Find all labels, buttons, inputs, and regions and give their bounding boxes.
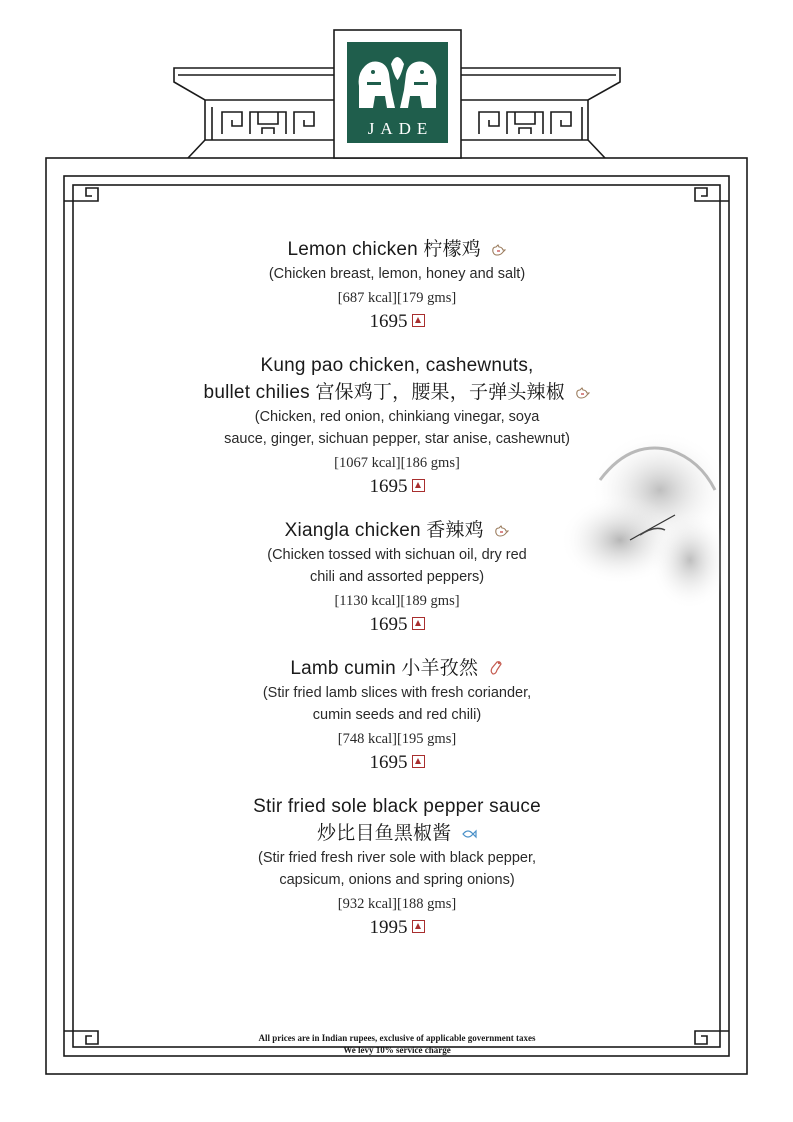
- dish-name-zh: 香辣鸡: [426, 520, 484, 541]
- non-veg-icon: [412, 755, 425, 768]
- service-charge-note: We levy 10% service charge: [343, 1045, 451, 1055]
- dish-nutrition: [748 kcal][195 gms]: [337, 731, 457, 747]
- non-veg-icon: [412, 617, 425, 630]
- lamb-leg-icon: [488, 660, 504, 676]
- dish-name-en: Stir fried sole black pepper sauce: [253, 796, 541, 817]
- non-veg-icon: [412, 314, 425, 327]
- dish-price-line: [150, 915, 644, 941]
- dish-description: chili and assorted peppers): [309, 569, 485, 585]
- dish-nutrition: [1067 kcal][186 gms]: [334, 455, 460, 471]
- footer-notes: [150, 1032, 644, 1056]
- menu-list: [150, 236, 644, 958]
- dish-price-line: [150, 750, 644, 776]
- menu-item: [150, 793, 644, 941]
- menu-item: [150, 655, 644, 776]
- guardian-lions-emblem: [351, 46, 444, 116]
- dish-description: (Chicken tossed with sichuan oil, dry red: [267, 547, 527, 563]
- dish-name-line2: [150, 379, 644, 406]
- dish-name-en: Lamb cumin: [290, 658, 396, 679]
- dish-name-en: Xiangla chicken: [284, 520, 421, 541]
- dish-name-en-cont: bullet chilies: [203, 382, 310, 403]
- dish-name-zh: 小羊孜然: [401, 658, 479, 679]
- dish-title: [150, 517, 644, 544]
- dish-name-en: Lemon chicken: [287, 239, 418, 260]
- jade-logo: [347, 42, 448, 143]
- dish-price: 1695: [369, 476, 408, 497]
- dish-title: [150, 655, 644, 682]
- dish-nutrition: [932 kcal][188 gms]: [337, 896, 457, 912]
- dish-description: capsicum, onions and spring onions): [279, 872, 515, 888]
- dish-price: 1695: [369, 614, 408, 635]
- chicken-icon: [493, 524, 509, 538]
- dish-title: [150, 793, 644, 847]
- dish-price-line: [150, 612, 644, 638]
- dish-nutrition: [1130 kcal][189 gms]: [334, 593, 460, 609]
- dish-description: sauce, ginger, sichuan pepper, star anise, cashewnut): [224, 431, 570, 447]
- dish-price-line: [150, 309, 644, 335]
- chicken-icon: [490, 243, 506, 257]
- dish-price-line: [150, 474, 644, 500]
- tax-note: All prices are in Indian rupees, exclusive of applicable government taxes: [258, 1033, 536, 1043]
- fish-icon: [461, 827, 477, 841]
- dish-name-zh: 炒比目鱼黑椒酱: [317, 823, 452, 844]
- dish-description: (Stir fried lamb slices with fresh coriander,: [262, 685, 532, 701]
- dish-description: (Chicken, red onion, chinkiang vinegar, soya: [254, 409, 540, 425]
- dish-name-en: Kung pao chicken, cashewnuts,: [260, 355, 534, 376]
- menu-item: [150, 352, 644, 500]
- dish-name-zh: 宫保鸡丁，腰果，子弹头辣椒: [315, 382, 565, 403]
- dish-name-line2: [150, 820, 644, 847]
- non-veg-icon: [412, 479, 425, 492]
- dish-description: cumin seeds and red chili): [312, 707, 482, 723]
- non-veg-icon: [412, 920, 425, 933]
- chicken-icon: [574, 386, 590, 400]
- dish-title: [150, 236, 644, 263]
- dish-nutrition: [687 kcal][179 gms]: [337, 290, 457, 306]
- dish-description: (Stir fried fresh river sole with black pepper,: [257, 850, 537, 866]
- menu-item: [150, 517, 644, 638]
- dish-description: (Chicken breast, lemon, honey and salt): [268, 266, 526, 282]
- brand-name: JADE: [367, 119, 434, 138]
- dish-price: 1695: [369, 752, 408, 773]
- dish-name-zh: 柠檬鸡: [423, 239, 481, 260]
- menu-item: [150, 236, 644, 335]
- dish-price: 1995: [369, 917, 408, 938]
- dish-price: 1695: [369, 311, 408, 332]
- dish-title: [150, 352, 644, 406]
